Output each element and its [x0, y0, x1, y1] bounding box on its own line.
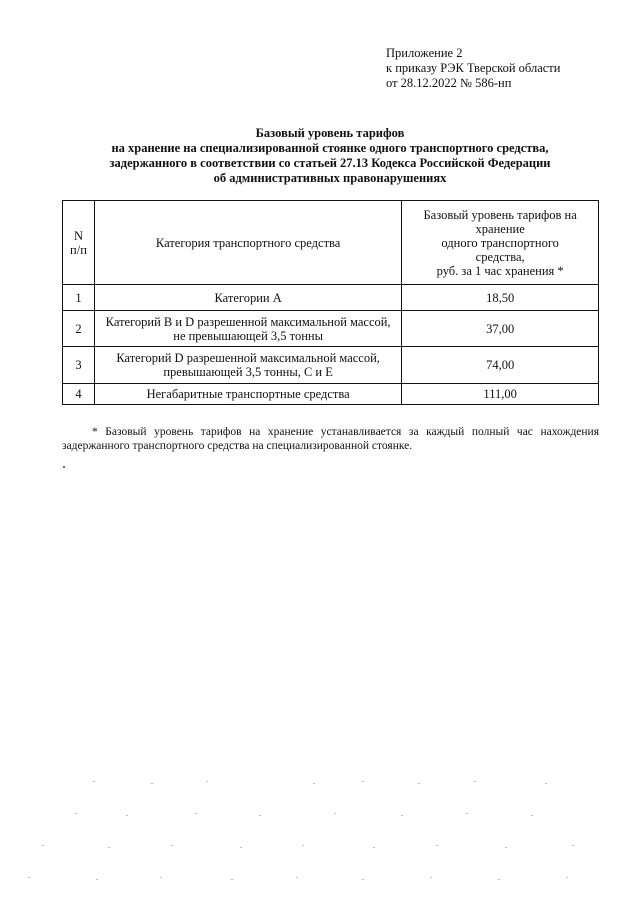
row-category	[94, 347, 401, 384]
scan-speck	[373, 847, 375, 848]
scan-speck	[362, 879, 364, 880]
appendix-line-2: к приказу РЭК Тверской области	[386, 61, 561, 75]
header-category: Категория транспортного средства	[94, 201, 401, 285]
table-row	[63, 285, 599, 311]
scan-speck	[572, 845, 574, 846]
row-number: 3	[63, 347, 95, 384]
header-price-line-2: хранение	[475, 221, 525, 236]
row-category-line-1: Категорий В и D разрешенной максимальной массой,	[105, 314, 391, 329]
scan-speck	[566, 877, 568, 878]
row-category: Категории А	[94, 285, 401, 311]
table-row	[63, 311, 599, 347]
appendix-line-3: от 28.12.2022 № 586-нп	[386, 76, 512, 90]
title-line-1: Базовый уровень тарифов	[255, 126, 405, 140]
scan-speck	[108, 847, 110, 848]
scan-speck	[231, 879, 233, 880]
row-category: Негабаритные транспортные средства	[94, 384, 401, 405]
row-category-line-1: Категорий D разрешенной максимальной массой,	[116, 351, 380, 365]
scan-speck	[498, 879, 500, 880]
scan-speck	[42, 845, 44, 846]
scan-speck	[63, 466, 65, 468]
table-header-row	[63, 201, 599, 285]
scan-speck	[195, 813, 197, 814]
scan-speck	[206, 781, 208, 782]
header-number-line-2: п/п	[70, 242, 87, 257]
table-row	[63, 384, 599, 405]
header-price-line-4: средства,	[475, 249, 525, 264]
scan-speck	[505, 847, 507, 848]
scan-speck	[93, 781, 95, 782]
header-price	[402, 201, 599, 285]
scan-speck	[126, 815, 128, 816]
title-line-2: на хранение на специализированной стоянке одного транспортного средства,	[111, 141, 549, 155]
row-number: 1	[63, 285, 95, 311]
row-category-line-2: не превышающей 3,5 тонны	[173, 328, 323, 343]
document-title	[60, 126, 600, 186]
scan-speck	[160, 877, 162, 878]
header-price-line-3: одного транспортного	[441, 235, 559, 250]
scan-speck	[334, 813, 336, 814]
scan-speck	[28, 877, 30, 878]
scan-speck	[545, 783, 547, 784]
scan-speck	[313, 783, 315, 784]
appendix-line-1: Приложение 2	[386, 46, 463, 60]
scan-speck	[418, 783, 420, 784]
scan-speck	[474, 781, 476, 782]
header-number	[63, 201, 95, 285]
scan-speck	[75, 813, 77, 814]
row-category	[94, 311, 401, 347]
header-number-line-1: N	[73, 228, 83, 243]
scan-speck	[240, 847, 242, 848]
scan-speck	[259, 815, 261, 816]
row-price: 74,00	[402, 347, 599, 384]
scan-speck	[401, 815, 403, 816]
scan-speck	[151, 783, 153, 784]
tariff-table	[62, 200, 599, 405]
row-price: 37,00	[402, 311, 599, 347]
scan-speck	[430, 877, 432, 878]
scan-speck	[362, 781, 364, 782]
footnote: * Базовый уровень тарифов на хранение устанавливается за каждый полный час нахождения задержанного транспортного средства на специализированной стоянке.	[62, 426, 599, 452]
title-line-3: задержанного в соответствии со статьей 27.13 Кодекса Российской Федерации	[109, 156, 551, 170]
header-price-line-5: руб. за 1 час хранения *	[436, 263, 564, 278]
row-price: 111,00	[402, 384, 599, 405]
scan-speck	[171, 845, 173, 846]
row-price: 18,50	[402, 285, 599, 311]
scan-speck	[302, 845, 304, 846]
appendix-reference	[386, 46, 560, 91]
title-line-4: об административных правонарушениях	[213, 171, 447, 185]
row-number: 4	[63, 384, 95, 405]
table-row	[63, 347, 599, 384]
row-number: 2	[63, 311, 95, 347]
row-category-line-2: превышающей 3,5 тонны, С и Е	[163, 365, 333, 379]
scan-speck	[96, 879, 98, 880]
scan-speck	[436, 845, 438, 846]
scan-speck	[466, 813, 468, 814]
scan-speck	[296, 877, 298, 878]
header-price-line-1: Базовый уровень тарифов на	[423, 207, 577, 222]
scan-speck	[531, 815, 533, 816]
